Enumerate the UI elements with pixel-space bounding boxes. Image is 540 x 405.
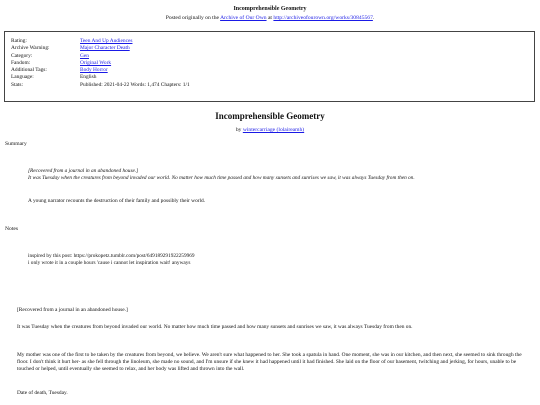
rating-label: Rating: — [11, 38, 27, 44]
work-url-link[interactable]: http://archiveofourown.org/works/30845567 — [273, 14, 373, 21]
chapter-text: [Recovered from a journal in an abandoned house.] — [17, 307, 128, 313]
summary-text: A young narrator recounts the destruction of their family and possibly their world. — [28, 198, 206, 204]
page-title: Incomprehensible Geometry — [233, 6, 307, 12]
by-text: by — [235, 127, 242, 133]
rating-link[interactable]: Teen And Up Audiences — [80, 38, 133, 44]
chapter-text: My mother was one of the first to be taken by the creatures from beyond, we believe. We aren't sure what happened to her. She took a spatula in hand. One moment, she was in our kitchen, and then next, she seemed to sink through the floor. I don't think it hurt her- as she fell through the linoleum, she made no sound, and I'm unsure if she knew it had happened until it had finished. She laid on the floor of our basement, twitching and jerking, for hours, unable to be touched or helped, until eventually she seemed to relax, and her body was lifted and thrown into the wall. — [17, 352, 522, 373]
warning-label: Archive Warning: — [11, 45, 50, 52]
meta-row-stats — [11, 82, 190, 89]
archive-link[interactable]: Archive of Our Own — [220, 14, 267, 21]
summary-blockquote — [28, 168, 518, 182]
chapter-text: It was Tuesday when the creatures from beyond invaded our world. No matter how much time passed and how many sunsets and sunrises we saw, it was always Tuesday from then on. — [17, 324, 413, 330]
tags-label: Additional Tags: — [11, 67, 47, 74]
meta-row-tags — [11, 67, 190, 74]
meta-row-rating — [11, 38, 190, 45]
author-link[interactable]: wintercarriage (lolaireamh) — [242, 127, 305, 133]
meta-row-category — [11, 53, 190, 60]
category-link[interactable]: Gen — [80, 52, 89, 59]
notes-line-1: inspired by this post: https://prokopetz.tumblr.com/post/649189291922259969 — [28, 253, 195, 259]
fandom-link[interactable]: Original Work — [80, 59, 112, 66]
language-value: English — [80, 74, 97, 81]
warning-link[interactable]: Major Character Death — [80, 45, 130, 52]
meta-row-fandom — [11, 60, 190, 67]
chapter-text: Date of death, Tuesday. — [17, 390, 68, 396]
notes-line-2: i only wrote it in a couple hours 'cause i cannot let inspiration wait! anyways — [28, 259, 191, 266]
notes-heading: Notes — [5, 226, 19, 232]
work-meta-box — [4, 31, 535, 102]
work-title: Incomprehensible Geometry — [215, 111, 325, 121]
chapter-paragraph-3 — [17, 352, 532, 373]
work-meta-table — [11, 38, 190, 89]
fandom-label: Fandom: — [11, 59, 31, 66]
chapter-paragraph-2 — [17, 324, 532, 331]
page-header — [0, 6, 540, 22]
period: . — [372, 14, 375, 21]
posted-prefix: Posted originally on the — [165, 14, 219, 21]
posted-line — [0, 15, 540, 22]
meta-row-language — [11, 74, 190, 81]
stats-value: Published: 2021-04-22 Words: 1,474 Chapters: 1/1 — [80, 81, 190, 88]
language-label: Language: — [11, 74, 34, 81]
tag-link[interactable]: Body Horror — [80, 67, 108, 74]
byline — [0, 127, 540, 134]
notes-block — [28, 253, 195, 267]
summary-heading: Summary — [5, 141, 27, 147]
summary-quote-line-2: It was Tuesday when the creatures from beyond invaded our world. No matter how much time passed and how many sunsets and sunrises we saw, it was always Tuesday from then on. — [28, 174, 415, 181]
summary-quote-line-1: [Recovered from a journal in an abandoned house.] — [28, 168, 139, 174]
meta-row-warning — [11, 45, 190, 52]
at-text: at — [267, 14, 272, 21]
category-label: Category: — [11, 52, 33, 59]
stats-label: Stats: — [11, 81, 23, 88]
chapter-paragraph-4 — [17, 390, 532, 397]
chapter-paragraph-1 — [17, 307, 532, 314]
